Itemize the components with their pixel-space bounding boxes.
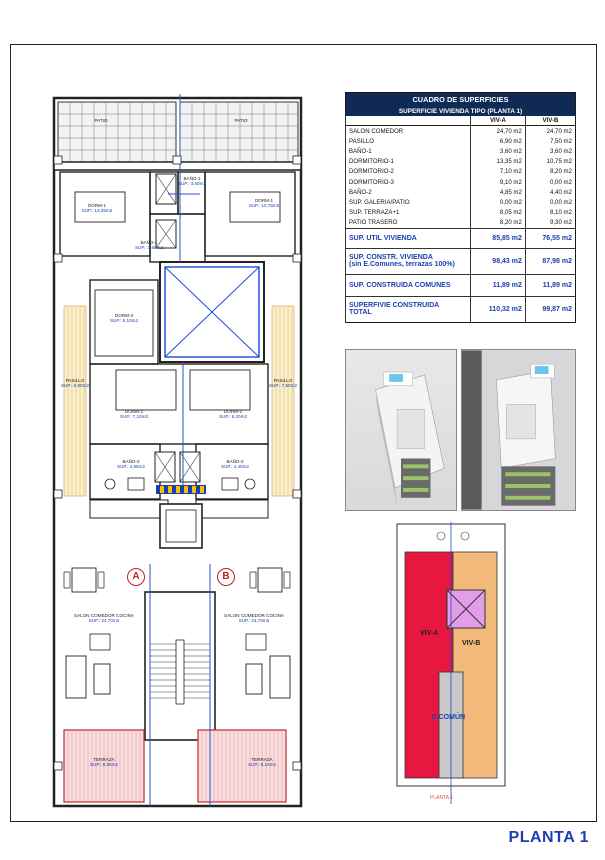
room-label-bano1-a: BAÑO-1 SUP.: 3,60m2 — [134, 240, 164, 250]
room-label-dorm2-b: DORM-2 SUP.: 8,20m2 — [218, 409, 248, 419]
dwelling-key-map — [395, 522, 507, 804]
row-value-b: 8,20 m2 — [525, 167, 575, 177]
table-row — [346, 187, 576, 197]
row-value-b: 4,40 m2 — [525, 187, 575, 197]
room-label-pasillo-a: PASILLO SUP.: 6,90m2 — [60, 378, 90, 388]
column-header-viv-b: VIV-B — [525, 116, 575, 126]
row-value-b: 10,75 m2 — [525, 157, 575, 167]
table-subtitle: SUPERFICIE VIVIENDA TIPO (PLANTA 1) — [346, 106, 576, 116]
table-row — [346, 208, 576, 218]
room-label-bano1-b: BAÑO-1 SUP.: 3,60m2 — [177, 176, 207, 186]
table-row — [346, 218, 576, 229]
row-label: DORMITORIO-2 — [346, 167, 471, 177]
row-label: BAÑO-1 — [346, 146, 471, 156]
row-value-a: 9,10 m2 — [471, 177, 526, 187]
room-label-bano2-b: BAÑO-2 SUP.: 4,40m2 — [220, 459, 250, 469]
total-value-b: 99,87 m2 — [525, 296, 575, 322]
room-label-salon-b: SALON COMEDOR COCINA SUP.: 24,70m2 — [224, 613, 284, 623]
area-table — [345, 92, 576, 323]
total-row — [346, 228, 576, 248]
total-value-a: 110,32 m2 — [471, 296, 526, 322]
row-label: SALON COMEDOR — [346, 126, 471, 137]
render-view-2 — [461, 349, 576, 511]
room-label-bano2-a: BAÑO-2 SUP.: 4,85m2 — [116, 459, 146, 469]
row-value-a: 3,60 m2 — [471, 146, 526, 156]
table-header-blank — [346, 116, 471, 126]
table-row — [346, 167, 576, 177]
room-label-terraza-b: TERRAZA SUP.: 8,10m2 — [247, 757, 277, 767]
total-value-b: 76,55 m2 — [525, 228, 575, 248]
row-value-b: 24,70 m2 — [525, 126, 575, 137]
table-row — [346, 197, 576, 207]
total-label: SUPERFIVIE CONSTRUIDA TOTAL — [346, 296, 471, 322]
table-row — [346, 146, 576, 156]
row-label: BAÑO-2 — [346, 187, 471, 197]
total-value-a: 11,89 m2 — [471, 274, 526, 296]
row-value-b: 8,10 m2 — [525, 208, 575, 218]
row-value-a: 13,35 m2 — [471, 157, 526, 167]
table-row — [346, 177, 576, 187]
row-label: PASILLO — [346, 136, 471, 146]
row-value-b: 9,30 m2 — [525, 218, 575, 229]
row-label: SUP. GALERIA/PATIO — [346, 197, 471, 207]
room-label-patio-b: PATIO — [234, 118, 248, 123]
dwelling-b-marker: B — [217, 568, 235, 586]
render-view-1 — [345, 349, 457, 511]
row-value-a: 7,10 m2 — [471, 167, 526, 177]
total-value-a: 85,85 m2 — [471, 228, 526, 248]
row-value-a: 6,90 m2 — [471, 136, 526, 146]
row-label: DORMITORIO-3 — [346, 177, 471, 187]
key-map-label-viv-a: VIV-A — [420, 630, 439, 637]
dwelling-a-marker: A — [127, 568, 145, 586]
table-row — [346, 136, 576, 146]
total-row — [346, 296, 576, 322]
key-map-label-viv-b: VIV-B — [462, 640, 481, 647]
room-label-patio-a: PATIO — [94, 118, 108, 123]
room-label-dorm1-b: DORM-1 SUP.: 10,75m2 — [248, 198, 280, 208]
total-label: SUP. UTIL VIVIENDA — [346, 228, 471, 248]
key-map-label-common: E.COMÚN — [432, 714, 466, 721]
row-label: SUP. TERRAZA+1 — [346, 208, 471, 218]
table-row — [346, 126, 576, 137]
table-title: CUADRO DE SUPERFICIES — [346, 93, 576, 107]
row-value-a: 8,20 m2 — [471, 218, 526, 229]
total-value-a: 98,43 m2 — [471, 248, 526, 274]
total-value-b: 11,89 m2 — [525, 274, 575, 296]
room-label-dorm2-a: DORM-2 SUP.: 7,10m2 — [119, 409, 149, 419]
key-map-caption: PLANTA 1 — [430, 795, 453, 801]
row-value-b: 0,00 m2 — [525, 177, 575, 187]
row-value-a: 4,85 m2 — [471, 187, 526, 197]
total-row — [346, 274, 576, 296]
row-value-a: 24,70 m2 — [471, 126, 526, 137]
room-label-dorm1-a: DORM-1 SUP.: 13,35m2 — [81, 203, 113, 213]
room-label-pasillo-b: PASILLO SUP.: 7,50m2 — [268, 378, 298, 388]
table-row — [346, 157, 576, 167]
total-row — [346, 248, 576, 274]
room-label-terraza-a: TERRAZA SUP.: 8,05m2 — [89, 757, 119, 767]
column-header-viv-a: VIV-A — [471, 116, 526, 126]
room-label-dorm3-a: DORM-3 SUP.: 9,10m2 — [109, 313, 139, 323]
page-title: PLANTA 1 — [508, 829, 589, 846]
total-label: SUP. CONSTRUIDA COMUNES — [346, 274, 471, 296]
total-label: SUP. CONSTR. VIVIENDA (sin E.Comunes, terrazas 100%) — [346, 248, 471, 274]
row-value-b: 3,60 m2 — [525, 146, 575, 156]
row-value-a: 0,00 m2 — [471, 197, 526, 207]
rear-patio-tiles — [58, 102, 298, 162]
total-value-b: 87,98 m2 — [525, 248, 575, 274]
row-value-b: 7,50 m2 — [525, 136, 575, 146]
row-label: DORMITORIO-1 — [346, 157, 471, 167]
row-label: PATIO TRASERO — [346, 218, 471, 229]
room-label-salon-a: SALON COMEDOR COCINA SUP.: 24,70m2 — [74, 613, 134, 623]
row-value-b: 0,00 m2 — [525, 197, 575, 207]
row-value-a: 8,05 m2 — [471, 208, 526, 218]
